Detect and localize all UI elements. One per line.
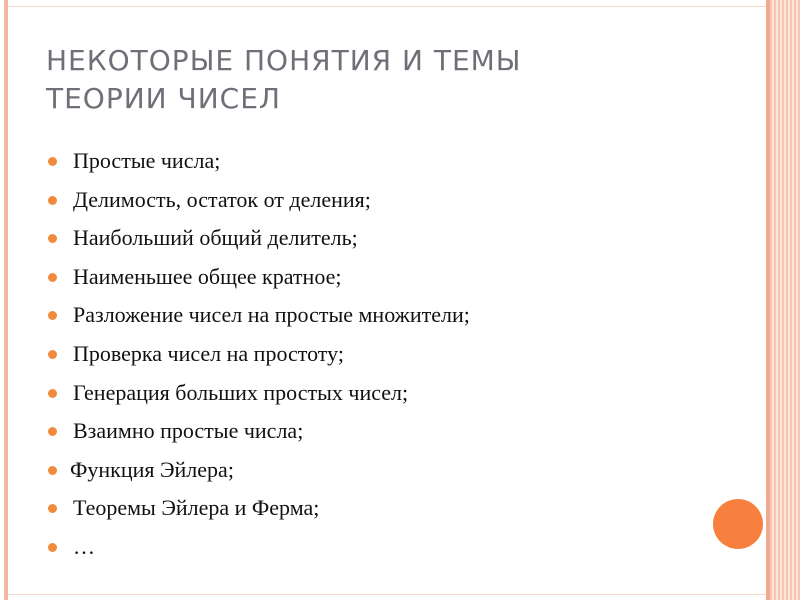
slide-title-line-1: НЕКОТОРЫЕ ПОНЯТИЯ И ТЕМЫ	[46, 44, 522, 77]
list-item-text: Взаимно простые числа;	[73, 418, 304, 444]
bullet-list	[46, 146, 746, 571]
list-item-text: Наибольший общий делитель;	[73, 225, 358, 251]
top-divider	[8, 6, 768, 7]
bullet-dot-icon	[48, 543, 57, 552]
list-item	[46, 532, 746, 571]
slide-title-line-2: ТЕОРИИ ЧИСЕЛ	[46, 82, 281, 115]
list-item-text: Генерация больших простых чисел;	[73, 379, 409, 405]
right-decorative-band	[770, 0, 800, 600]
list-item-text: Функция Эйлера;	[70, 456, 234, 482]
decorative-circle	[713, 499, 763, 549]
bullet-dot-icon	[48, 466, 57, 475]
bottom-divider	[8, 594, 768, 595]
list-item-text: Разложение чисел на простые множители;	[73, 302, 470, 328]
list-item	[46, 146, 746, 185]
bullet-dot-icon	[48, 389, 57, 398]
bullet-dot-icon	[48, 196, 57, 205]
list-item	[46, 455, 746, 494]
bullet-dot-icon	[48, 311, 57, 320]
bullet-dot-icon	[48, 350, 57, 359]
list-item	[46, 300, 746, 339]
list-item-text: Теоремы Эйлера и Ферма;	[73, 495, 320, 521]
list-item-text: Проверка чисел на простоту;	[73, 340, 344, 366]
list-item-text: …	[73, 533, 95, 559]
bullet-dot-icon	[48, 504, 57, 513]
list-item	[46, 416, 746, 455]
bullet-dot-icon	[48, 427, 57, 436]
list-item	[46, 262, 746, 301]
list-item	[46, 339, 746, 378]
list-item	[46, 223, 746, 262]
list-item-text: Делимость, остаток от деления;	[73, 186, 371, 212]
list-item	[46, 185, 746, 224]
list-item	[46, 378, 746, 417]
slide-title	[46, 42, 746, 118]
list-item-text: Наименьшее общее кратное;	[73, 263, 342, 289]
left-border	[4, 0, 8, 600]
bullet-dot-icon	[48, 273, 57, 282]
list-item	[46, 493, 746, 532]
bullet-dot-icon	[48, 234, 57, 243]
list-item-text: Простые числа;	[73, 148, 221, 173]
bullet-dot-icon	[48, 157, 57, 166]
